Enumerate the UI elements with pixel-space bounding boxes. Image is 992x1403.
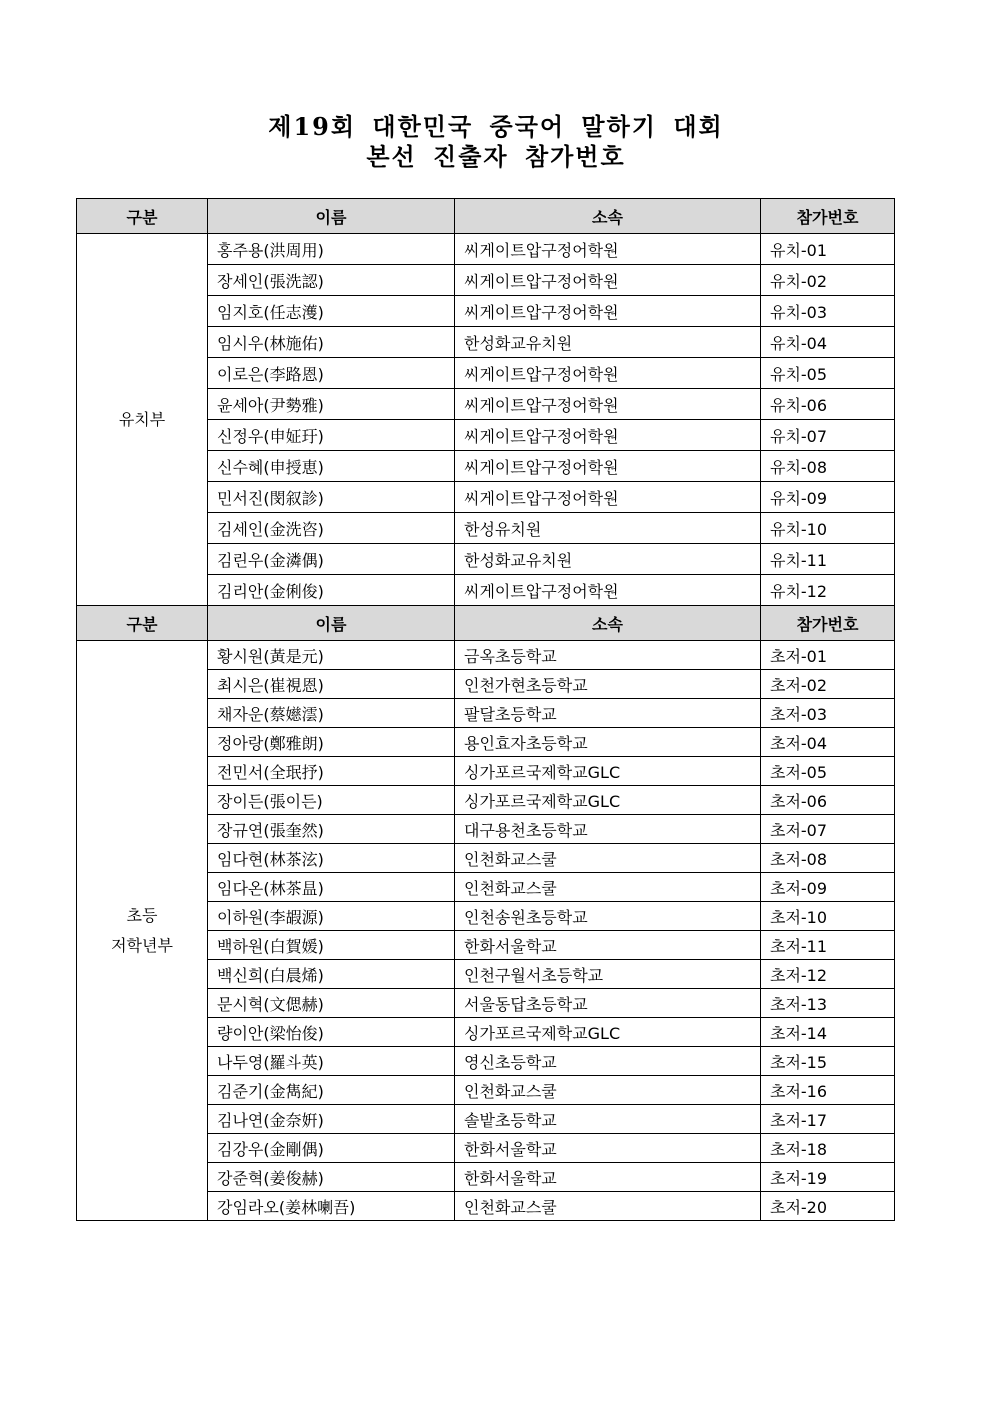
participant-number: 초저-03 xyxy=(761,699,895,728)
participant-number: 유치-10 xyxy=(761,513,895,544)
participant-name: 김리안(金俐俊) xyxy=(208,575,455,606)
participant-affiliation: 팔달초등학교 xyxy=(455,699,761,728)
participant-number: 초저-17 xyxy=(761,1105,895,1134)
participant-name: 임다온(林茶昷) xyxy=(208,873,455,902)
participant-affiliation: 씨게이트압구정어학원 xyxy=(455,296,761,327)
participant-number: 초저-11 xyxy=(761,931,895,960)
participant-number: 유치-12 xyxy=(761,575,895,606)
participant-name: 채자운(蔡嬨澐) xyxy=(208,699,455,728)
participant-affiliation: 씨게이트압구정어학원 xyxy=(455,482,761,513)
participant-name: 이하원(李嘏源) xyxy=(208,902,455,931)
participant-number: 유치-02 xyxy=(761,265,895,296)
participant-number: 초저-05 xyxy=(761,757,895,786)
participant-name: 문시혁(文偲赫) xyxy=(208,989,455,1018)
participant-name: 장세인(張洗認) xyxy=(208,265,455,296)
participant-name: 김준기(金雋紀) xyxy=(208,1076,455,1105)
participant-number: 초저-19 xyxy=(761,1163,895,1192)
participant-name: 김린우(金潾偶) xyxy=(208,544,455,575)
participant-number: 유치-04 xyxy=(761,327,895,358)
participant-affiliation: 인천화교스쿨 xyxy=(455,1076,761,1105)
group-label: 저학년부 xyxy=(111,935,173,955)
participant-name: 민서진(閔叙診) xyxy=(208,482,455,513)
participant-affiliation: 인천화교스쿨 xyxy=(455,844,761,873)
participant-affiliation: 영신초등학교 xyxy=(455,1047,761,1076)
participant-number: 유치-11 xyxy=(761,544,895,575)
participant-table-body xyxy=(77,199,895,1221)
participant-name: 나두영(羅斗英) xyxy=(208,1047,455,1076)
participant-affiliation: 씨게이트압구정어학원 xyxy=(455,265,761,296)
participant-affiliation: 인천구월서초등학교 xyxy=(455,960,761,989)
participant-affiliation: 씨게이트압구정어학원 xyxy=(455,389,761,420)
group-cell-kindergarten xyxy=(77,234,208,606)
participant-name: 김나연(金奈姸) xyxy=(208,1105,455,1134)
participant-affiliation: 금옥초등학교 xyxy=(455,641,761,670)
participant-name: 임다현(林茶泫) xyxy=(208,844,455,873)
participant-name: 백신희(白晨烯) xyxy=(208,960,455,989)
participant-number: 초저-14 xyxy=(761,1018,895,1047)
participant-affiliation: 한화서울학교 xyxy=(455,1163,761,1192)
header-number: 참가번호 xyxy=(761,199,895,234)
participant-number: 유치-05 xyxy=(761,358,895,389)
header-row-elementary xyxy=(77,606,895,641)
group-cell-elementary xyxy=(77,641,208,1221)
header-affiliation: 소속 xyxy=(455,606,761,641)
participant-number: 초저-02 xyxy=(761,670,895,699)
participant-name: 황시원(黃是元) xyxy=(208,641,455,670)
participant-affiliation: 싱가포르국제학교GLC xyxy=(455,786,761,815)
participant-number: 초저-16 xyxy=(761,1076,895,1105)
participant-name: 김강우(金剛偶) xyxy=(208,1134,455,1163)
participant-number: 유치-06 xyxy=(761,389,895,420)
participant-name: 신수혜(申授恵) xyxy=(208,451,455,482)
participant-affiliation: 씨게이트압구정어학원 xyxy=(455,420,761,451)
title-line-2: 본선 진출자 참가번호 xyxy=(366,142,626,171)
participant-affiliation: 한화서울학교 xyxy=(455,931,761,960)
participant-affiliation: 한성화교유치원 xyxy=(455,544,761,575)
participant-number: 초저-20 xyxy=(761,1192,895,1221)
participant-number: 초저-08 xyxy=(761,844,895,873)
participant-number: 초저-01 xyxy=(761,641,895,670)
participant-affiliation: 싱가포르국제학교GLC xyxy=(455,757,761,786)
participant-name: 홍주용(洪周用) xyxy=(208,234,455,265)
participant-name: 임지호(任志濩) xyxy=(208,296,455,327)
participant-number: 유치-08 xyxy=(761,451,895,482)
participant-number: 초저-18 xyxy=(761,1134,895,1163)
participant-number: 유치-09 xyxy=(761,482,895,513)
participant-name: 김세인(金洗咨) xyxy=(208,513,455,544)
participant-name: 신정우(申姃玗) xyxy=(208,420,455,451)
participant-affiliation: 인천가현초등학교 xyxy=(455,670,761,699)
participant-affiliation: 한성유치원 xyxy=(455,513,761,544)
participant-name: 전민서(全珉抒) xyxy=(208,757,455,786)
document-title xyxy=(0,112,992,172)
participant-affiliation: 인천화교스쿨 xyxy=(455,1192,761,1221)
participant-name: 강임라오(姜林喇吾) xyxy=(208,1192,455,1221)
participant-number: 초저-12 xyxy=(761,960,895,989)
group-label: 초등 xyxy=(126,905,158,925)
participant-affiliation: 한화서울학교 xyxy=(455,1134,761,1163)
participant-number: 초저-06 xyxy=(761,786,895,815)
participant-name: 임시우(林施佑) xyxy=(208,327,455,358)
participant-affiliation: 대구용천초등학교 xyxy=(455,815,761,844)
header-group: 구분 xyxy=(77,606,208,641)
participant-number: 유치-01 xyxy=(761,234,895,265)
participant-affiliation: 용인효자초등학교 xyxy=(455,728,761,757)
participant-name: 윤세아(尹勢雅) xyxy=(208,389,455,420)
participant-name: 강준혁(姜俊赫) xyxy=(208,1163,455,1192)
participant-number: 초저-13 xyxy=(761,989,895,1018)
participant-affiliation: 씨게이트압구정어학원 xyxy=(455,234,761,265)
participant-affiliation: 솔밭초등학교 xyxy=(455,1105,761,1134)
header-name: 이름 xyxy=(208,606,455,641)
participant-name: 이로은(李路恩) xyxy=(208,358,455,389)
participant-number: 초저-15 xyxy=(761,1047,895,1076)
table-row xyxy=(77,234,895,265)
participant-number: 초저-09 xyxy=(761,873,895,902)
participant-table xyxy=(76,198,895,1221)
participant-affiliation: 인천화교스쿨 xyxy=(455,873,761,902)
title-line-1: 제19회 대한민국 중국어 말하기 대회 xyxy=(268,112,724,141)
participant-number: 유치-03 xyxy=(761,296,895,327)
participant-name: 최시은(崔視恩) xyxy=(208,670,455,699)
participant-affiliation: 싱가포르국제학교GLC xyxy=(455,1018,761,1047)
participant-affiliation: 씨게이트압구정어학원 xyxy=(455,451,761,482)
participant-affiliation: 인천송원초등학교 xyxy=(455,902,761,931)
participant-name: 량이안(梁怡俊) xyxy=(208,1018,455,1047)
header-name: 이름 xyxy=(208,199,455,234)
participant-affiliation: 서울동답초등학교 xyxy=(455,989,761,1018)
participant-name: 백하원(白賀媛) xyxy=(208,931,455,960)
header-number: 참가번호 xyxy=(761,606,895,641)
group-label: 유치부 xyxy=(118,409,166,429)
table-row xyxy=(77,641,895,670)
participant-number: 초저-04 xyxy=(761,728,895,757)
header-group: 구분 xyxy=(77,199,208,234)
participant-number: 유치-07 xyxy=(761,420,895,451)
participant-name: 장이든(張이든) xyxy=(208,786,455,815)
participant-number: 초저-10 xyxy=(761,902,895,931)
header-row-kindergarten xyxy=(77,199,895,234)
participant-affiliation: 씨게이트압구정어학원 xyxy=(455,358,761,389)
participant-name: 장규연(張奎然) xyxy=(208,815,455,844)
participant-affiliation: 한성화교유치원 xyxy=(455,327,761,358)
participant-affiliation: 씨게이트압구정어학원 xyxy=(455,575,761,606)
header-affiliation: 소속 xyxy=(455,199,761,234)
participant-number: 초저-07 xyxy=(761,815,895,844)
participant-name: 정아랑(鄭雅朗) xyxy=(208,728,455,757)
